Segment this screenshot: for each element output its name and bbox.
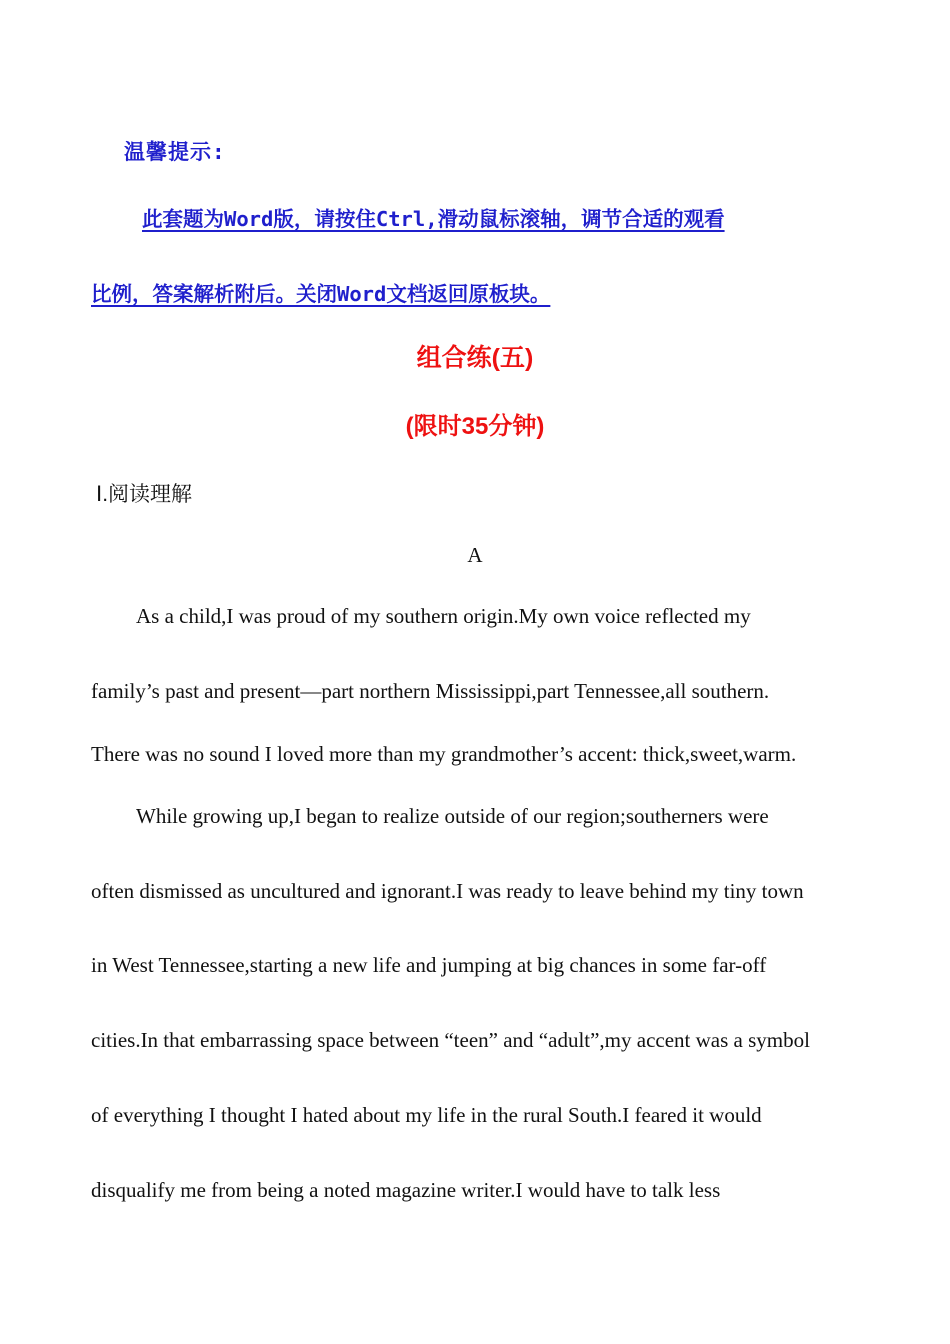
passage-line: often dismissed as uncultured and ignorant.I was ready to leave behind my tiny town [91,879,804,903]
tip-heading: 温馨提示: [124,140,226,164]
passage-line: disqualify me from being a noted magazine writer.I would have to talk less [91,1178,721,1202]
passage-line: of everything I thought I hated about my life in the rural South.I feared it would [91,1103,762,1127]
passage-line: family’s past and present—part northern Mississippi,part Tennessee,all southern. [91,679,770,703]
section-heading: Ⅰ.阅读理解 [96,483,193,506]
page-title: 组合练(五) [416,344,534,372]
passage-line: There was no sound I loved more than my grandmother’s accent: thick,sweet,warm. [91,742,797,766]
passage-line: cities.In that embarrassing space between “teen” and “adult”,my accent was a symbol [91,1028,810,1052]
passage-line: in West Tennessee,starting a new life and jumping at big chances in some far-off [91,953,767,977]
tip-link-line-1[interactable]: 此套题为Word版，请按住Ctrl,滑动鼠标滚轴，调节合适的观看 [142,207,725,231]
tip-link-line-2[interactable]: 比例，答案解析附后。关闭Word文档返回原板块。 [91,282,551,306]
passage-line: While growing up,I began to realize outside of our region;southerners were [136,804,769,828]
passage-line: As a child,I was proud of my southern origin.My own voice reflected my [136,604,751,628]
passage-label: A [467,543,483,567]
time-limit-subtitle: (限时35分钟) [405,413,545,440]
